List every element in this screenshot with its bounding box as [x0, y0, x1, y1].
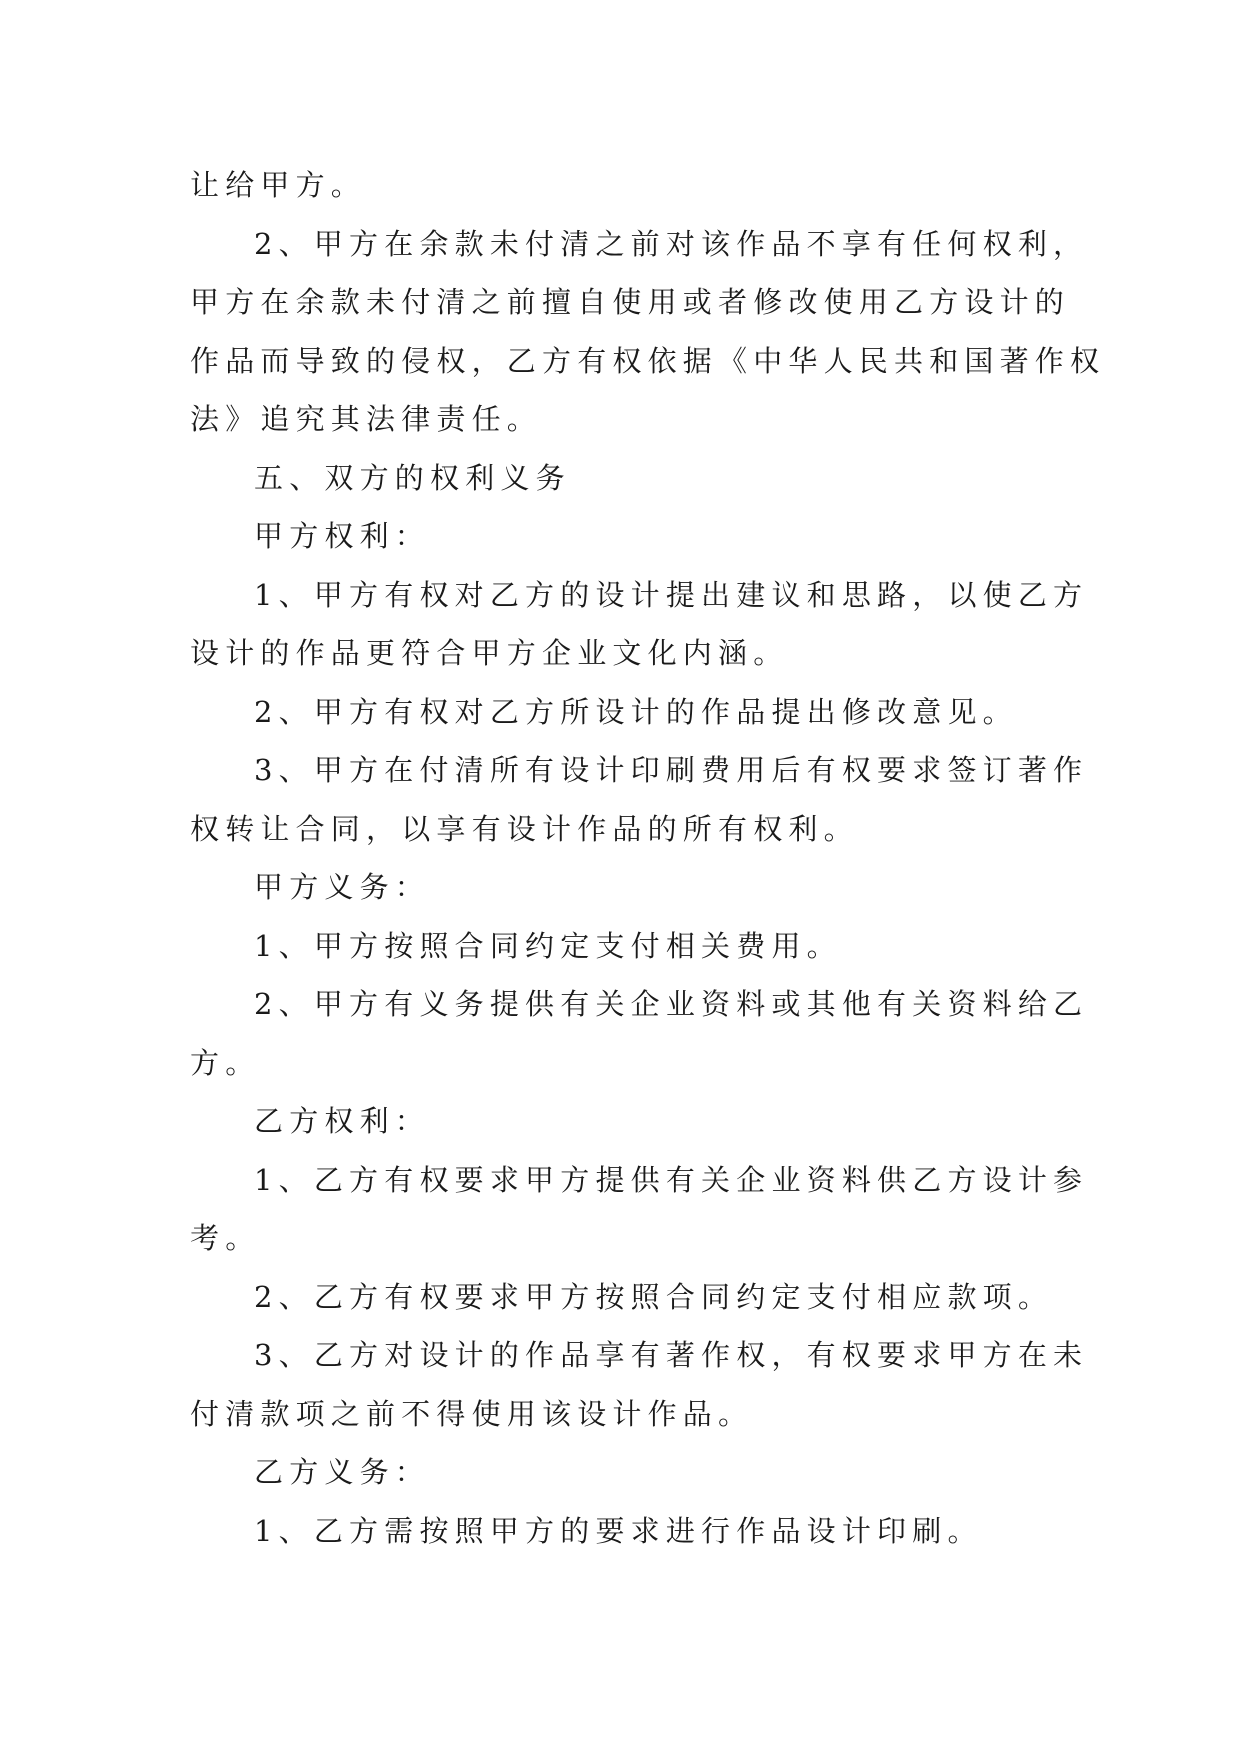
text-line: 权转让合同，以享有设计作品的所有权利。: [190, 811, 859, 846]
section-heading: 五、双方的权利义务: [254, 460, 571, 495]
subsection-heading: 甲方权利：: [254, 519, 431, 553]
text-line: 1、乙方需按照甲方的要求进行作品设计印刷。: [254, 1513, 983, 1548]
text-line: 1、甲方有权对乙方的设计提出建议和思路，以使乙方: [254, 577, 1089, 612]
text-line: 作品而导致的侵权，乙方有权依据《中华人民共和国著作权: [190, 343, 1106, 378]
text-line: 方。: [190, 1045, 261, 1080]
subsection-heading: 甲方义务：: [254, 870, 431, 904]
text-line: 甲方在余款未付清之前擅自使用或者修改使用乙方设计的: [190, 285, 1071, 319]
text-line: 2、乙方有权要求甲方按照合同约定支付相应款项。: [254, 1279, 1054, 1314]
text-line: 3、甲方在付清所有设计印刷费用后有权要求签订著作: [254, 753, 1089, 787]
subsection-heading: 乙方权利：: [254, 1104, 431, 1138]
text-line: 设计的作品更符合甲方企业文化内涵。: [190, 636, 789, 670]
text-line: 3、乙方对设计的作品享有著作权，有权要求甲方在未: [254, 1338, 1089, 1372]
text-line: 付清款项之前不得使用该设计作品。: [190, 1396, 754, 1431]
text-line: 让给甲方。: [190, 168, 367, 202]
text-line: 2、甲方有权对乙方所设计的作品提出修改意见。: [254, 694, 1018, 729]
document-body: [190, 156, 1106, 1560]
text-line: 1、甲方按照合同约定支付相关费用。: [254, 928, 842, 963]
text-line: 法》追究其法律责任。: [190, 402, 543, 436]
text-line: 2、甲方在余款未付清之前对该作品不享有任何权利，: [254, 226, 1089, 261]
text-line: 考。: [190, 1221, 261, 1255]
text-line: 2、甲方有义务提供有关企业资料或其他有关资料给乙: [254, 987, 1089, 1021]
subsection-heading: 乙方义务：: [254, 1455, 431, 1489]
text-line: 1、乙方有权要求甲方提供有关企业资料供乙方设计参: [254, 1162, 1089, 1197]
